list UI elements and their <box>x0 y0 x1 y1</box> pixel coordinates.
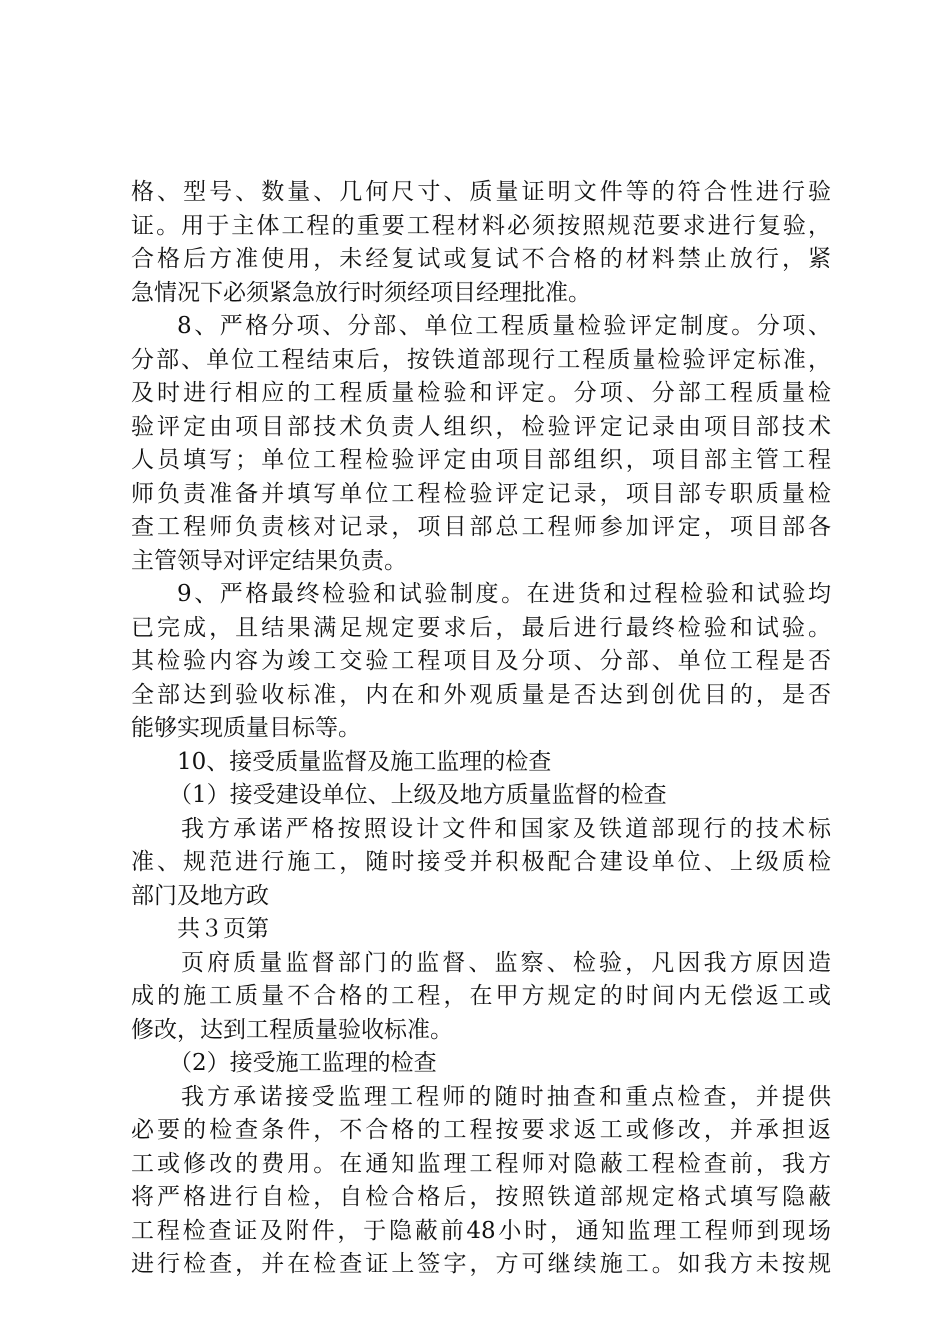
text-line: 分部、单位工程结束后，按铁道部现行工程质量检验评定标准， <box>131 346 831 373</box>
subsection-heading: （1）接受建设单位、上级及地方质量监督的检查 <box>169 782 667 808</box>
text-line: 能够实现质量目标等。 <box>131 715 361 741</box>
text-line: 必要的检查条件，不合格的工程按要求返工或修改，并承担返 <box>131 1117 831 1143</box>
text-line: 已完成，且结果满足规定要求后，最后进行最终检验和试验。 <box>131 614 831 641</box>
text-line: 急情况下必须紧急放行时须经项目经理批准。 <box>131 279 591 306</box>
text-line: 主管领导对评定结果负责。 <box>131 547 407 574</box>
text-line: 工程检查证及附件，于隐蔽前48小时，通知监理工程师到现场 <box>131 1217 831 1244</box>
text-line: 修改，达到工程质量验收标准。 <box>131 1016 453 1043</box>
text-line: 页府质量监督部门的监督、监察、检验，凡因我方原因造 <box>181 949 831 976</box>
text-line: 我方承诺严格按照设计文件和国家及铁道部现行的技术标 <box>181 815 831 842</box>
document-body <box>131 176 831 1282</box>
text-line: 查工程师负责核对记录，项目部总工程师参加评定，项目部各 <box>131 514 831 540</box>
text-line: 成的施工质量不合格的工程，在甲方规定的时间内无偿返工或 <box>131 983 831 1009</box>
text-line: 验评定由项目部技术负责人组织，检验评定记录由项目部技术 <box>131 413 831 440</box>
text-line: 师负责准备并填写单位工程检验评定记录，项目部专职质量检 <box>131 480 831 507</box>
text-line: 准、规范进行施工，随时接受并积极配合建设单位、上级质检 <box>131 849 831 875</box>
text-line: 部门及地方政 <box>131 882 269 909</box>
text-line: 证。用于主体工程的重要工程材料必须按照规范要求进行复验， <box>131 212 831 239</box>
subsection-heading: （2）接受施工监理的检查 <box>169 1050 437 1076</box>
text-line: 工或修改的费用。在通知监理工程师对隐蔽工程检查前，我方 <box>131 1150 831 1177</box>
text-line: 及时进行相应的工程质量检验和评定。分项、分部工程质量检 <box>131 380 831 406</box>
text-line: 人员填写；单位工程检验评定由项目部组织，项目部主管工程 <box>131 447 831 473</box>
text-line: 进行检查，并在检查证上签字，方可继续施工。如我方未按规 <box>131 1251 831 1277</box>
text-line: 将严格进行自检，自检合格后，按照铁道部规定格式填写隐蔽 <box>131 1184 831 1210</box>
text-line: 8、严格分项、分部、单位工程质量检验评定制度。分项、 <box>177 313 831 339</box>
page-counter: 共３页第 <box>177 916 269 942</box>
text-line: 我方承诺接受监理工程师的随时抽查和重点检查，并提供 <box>181 1083 831 1110</box>
text-line: 其检验内容为竣工交验工程项目及分项、分部、单位工程是否 <box>131 648 831 674</box>
section-heading: 10、接受质量监督及施工监理的检查 <box>177 748 552 775</box>
text-line: 格、型号、数量、几何尺寸、质量证明文件等的符合性进行验 <box>131 179 831 205</box>
text-line: 合格后方准使用，未经复试或复试不合格的材料禁止放行，紧 <box>131 246 831 272</box>
text-line: 9、严格最终检验和试验制度。在进货和过程检验和试验均 <box>177 581 831 607</box>
text-line: 全部达到验收标准，内在和外观质量是否达到创优目的，是否 <box>131 681 831 708</box>
